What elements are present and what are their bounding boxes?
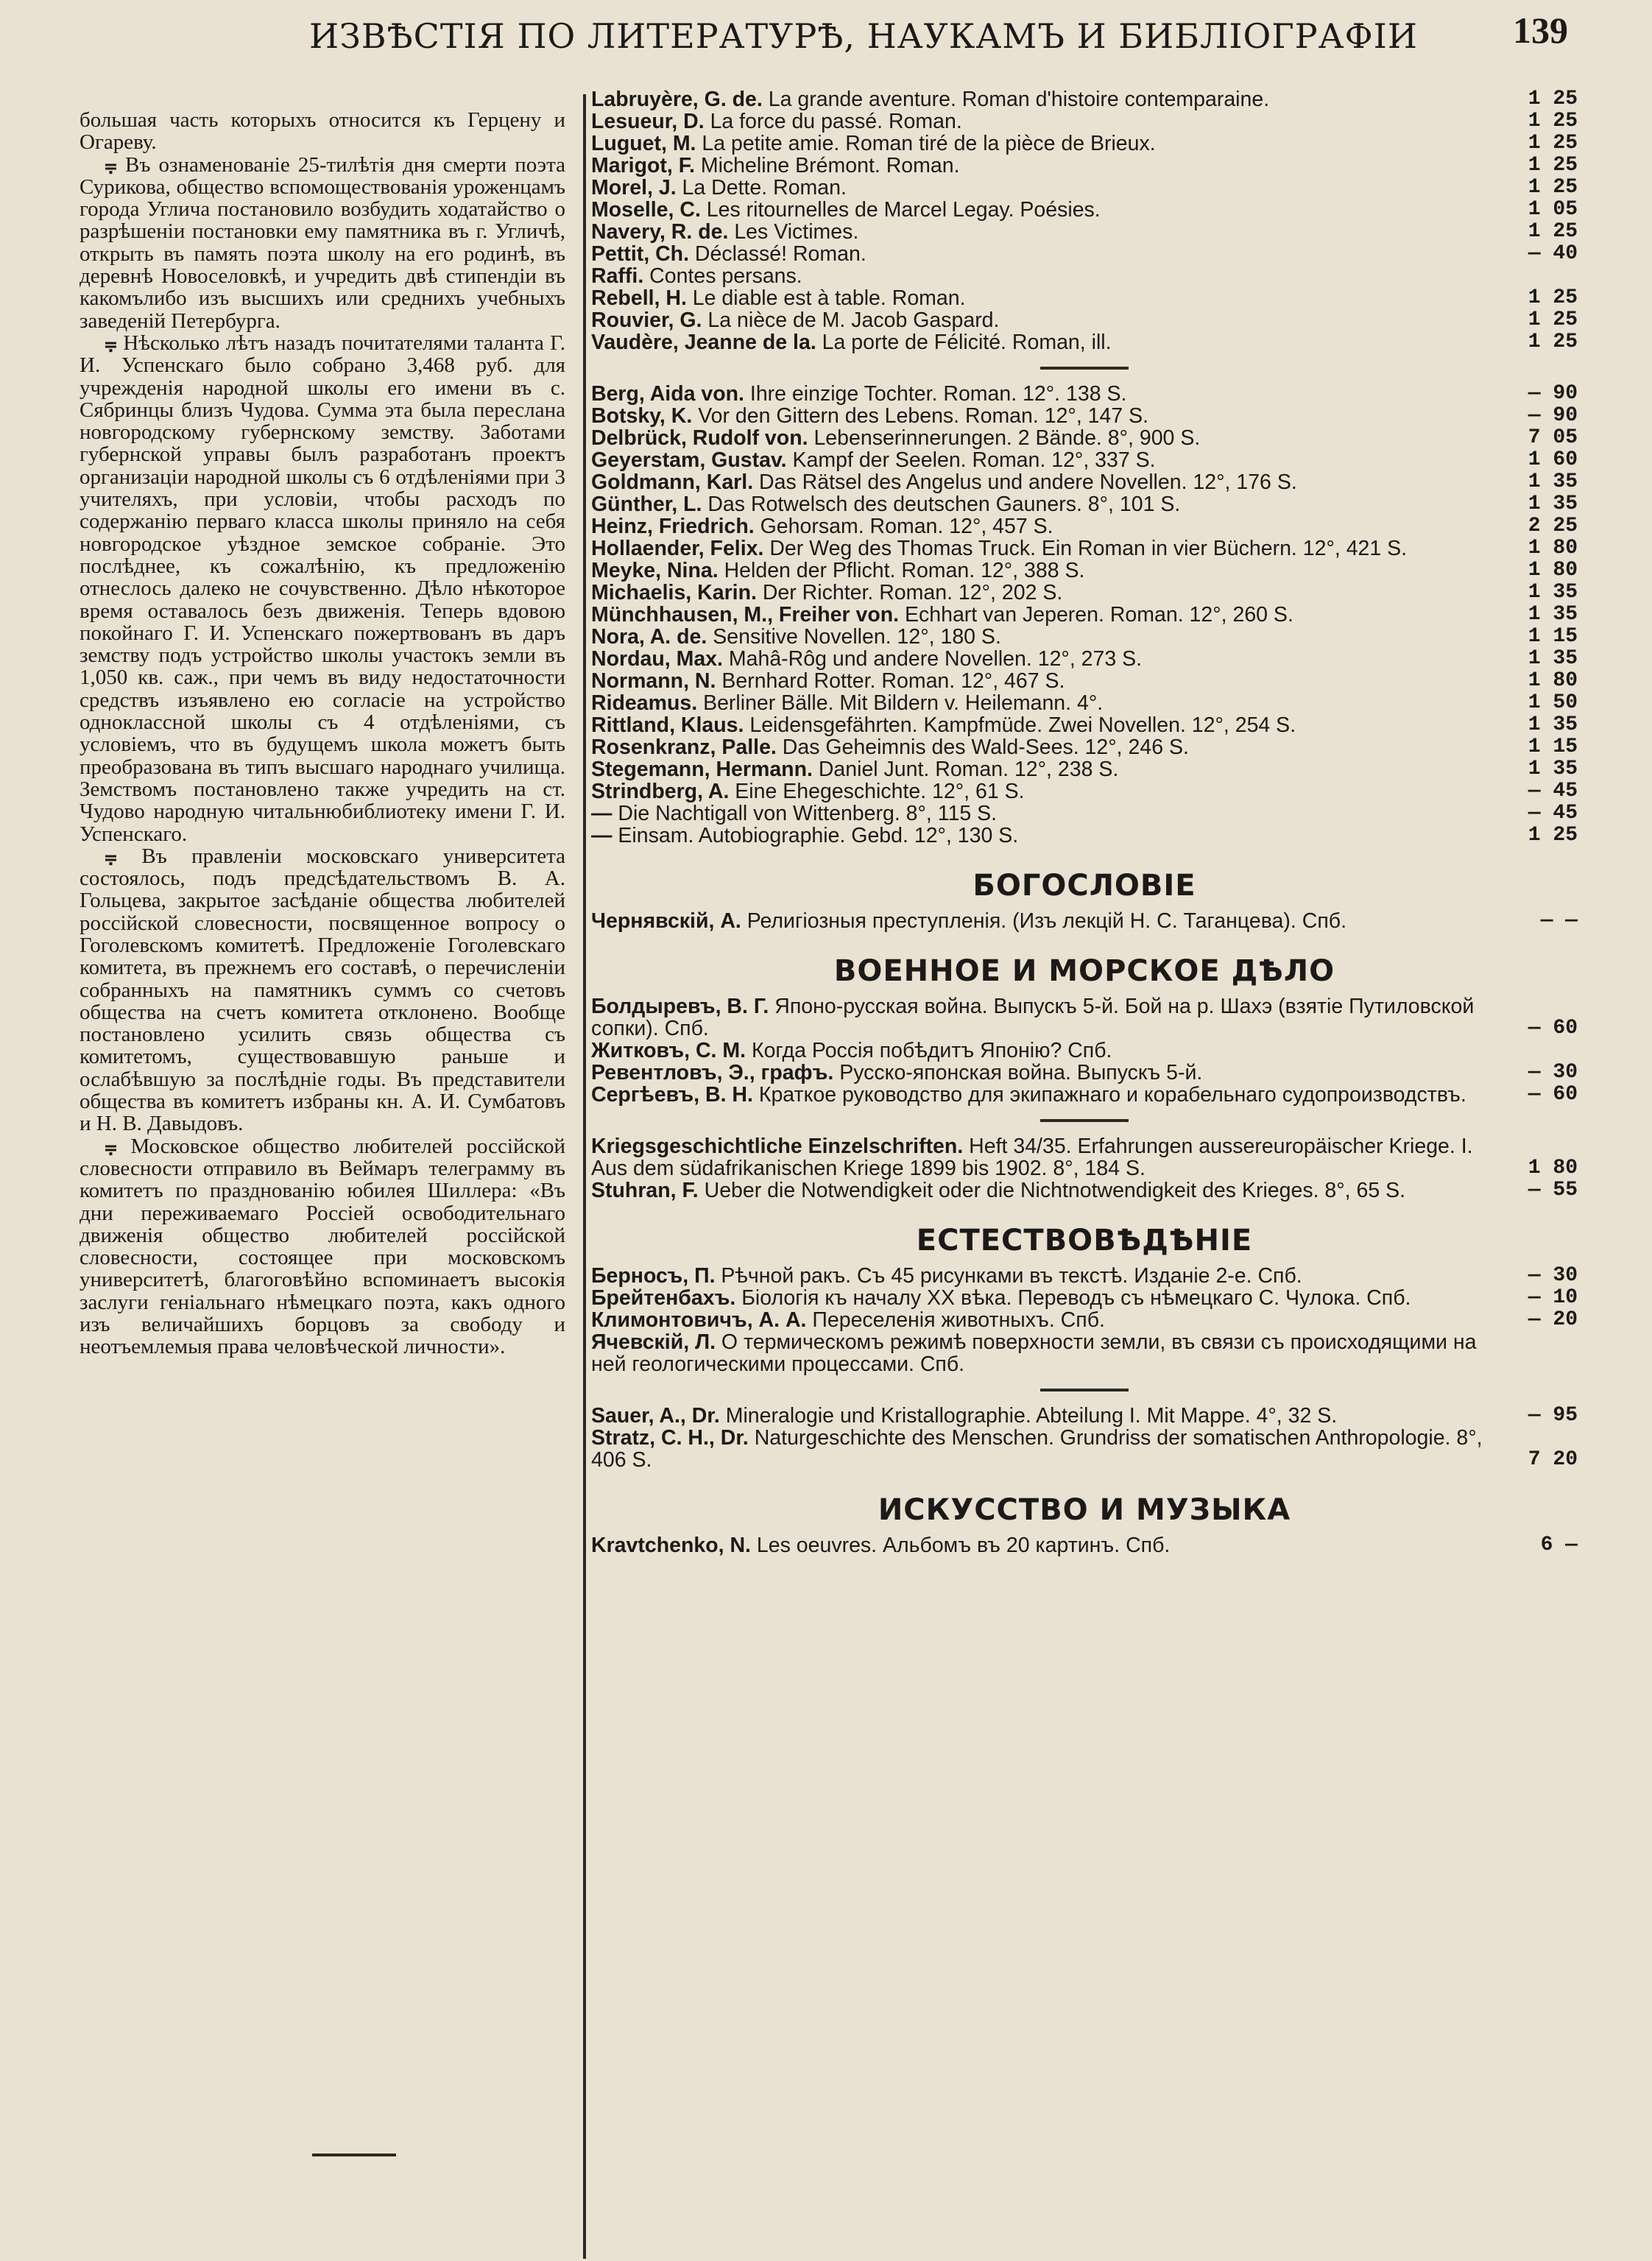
bibliography-entry	[591, 1062, 1578, 1084]
entry-title: Heft 34/35. Erfahrungen aussereuropäischer Kriege. I. Aus dem südafrikanischen Kriege 1899 bis 1902. 8°, 184 S.	[591, 1135, 1473, 1180]
entry-price: 6 —	[1540, 1534, 1578, 1556]
bibliography-entry	[591, 1135, 1578, 1179]
entry-title: Краткое руководство для экипажнаго и корабельнаго судопроизводствъ.	[758, 1083, 1466, 1107]
entry-text	[591, 560, 1489, 582]
entry-title: Mineralogie und Kristallographie. Abteilung I. Mit Mappe. 4°, 32 S.	[725, 1404, 1338, 1428]
entry-text	[591, 449, 1489, 471]
section-heading-natural-science: ЕСТЕСТВОВѢДѢНІЕ	[916, 1224, 1253, 1258]
entry-price: — 10	[1528, 1286, 1578, 1309]
bibliography-entry	[591, 133, 1578, 155]
entry-title: Echhart van Jeperen. Roman. 12°, 260 S.	[904, 603, 1293, 627]
entry-price: 1 15	[1528, 736, 1578, 758]
paragraph-text: Московское общество любителей россійской словесности отправило въ Веймаръ телеграмму въ комитетъ по празднованію юбилея Шиллера: «Въ дни переживаемаго Россіей освободительнаго движенія общество любителей россійской словесности, состоящее при московскомъ университетѣ, благоговѣйно вспоминаетъ высокія заслуги геніальнаго нѣмецкаго поэта, какъ одного изъ величайшихъ борцовъ за свободу и неотъемлемыя права человѣческой личности».	[80, 1134, 566, 1359]
entry-price: — 30	[1528, 1264, 1578, 1287]
entry-author: Rebell, H.	[591, 286, 687, 310]
bibliography-entry	[591, 1040, 1578, 1062]
entry-text	[591, 1084, 1489, 1106]
art-list	[591, 1534, 1578, 1556]
bibliography-entry	[591, 1405, 1578, 1427]
entry-text	[591, 670, 1489, 692]
entry-title: Sensitive Novellen. 12°, 180 S.	[713, 625, 1001, 649]
entry-price: 1 25	[1528, 88, 1578, 110]
bibliography-entry	[591, 910, 1578, 932]
entry-author: Meyke, Nina.	[591, 559, 719, 582]
entry-title: Déclassé! Roman.	[694, 242, 866, 266]
bibliography-entry	[591, 1179, 1578, 1202]
entry-author: Берносъ, П.	[591, 1264, 716, 1288]
entry-text	[591, 243, 1489, 265]
entry-author: Normann, N.	[591, 669, 716, 693]
entry-author: Goldmann, Karl.	[591, 470, 754, 494]
entry-author: Michaelis, Karin.	[591, 581, 757, 604]
entry-text	[591, 1062, 1489, 1084]
bibliography-entry	[591, 177, 1578, 199]
entry-price: 1 25	[1528, 110, 1578, 133]
entry-price: 1 35	[1528, 713, 1578, 736]
entry-title: Ihre einzige Tochter. Roman. 12°. 138 S.	[749, 382, 1127, 406]
entry-text	[591, 309, 1489, 331]
entry-title: Berliner Bälle. Mit Bildern v. Heilemann. 4°.	[703, 691, 1104, 715]
separator-rule	[1040, 1119, 1129, 1122]
bibliography-entry	[591, 309, 1578, 331]
entry-text	[591, 736, 1489, 758]
bibliography-entry	[591, 582, 1578, 604]
entry-title: Русско-японская война. Выпускъ 5-й.	[839, 1061, 1203, 1084]
bibliography-entry	[591, 1534, 1578, 1556]
entry-text	[591, 825, 1489, 847]
bibliography-entry	[591, 449, 1578, 471]
bibliography-entry	[591, 1331, 1578, 1375]
entry-author: Nora, A. de.	[591, 625, 707, 649]
entry-text	[591, 331, 1489, 353]
entry-price: — 20	[1528, 1308, 1578, 1331]
entry-text	[591, 515, 1489, 537]
entry-text	[591, 780, 1489, 803]
entry-price: 1 05	[1528, 198, 1578, 221]
entry-text	[591, 1534, 1489, 1556]
military-foreign-list	[591, 1135, 1578, 1202]
natural-science-foreign-list	[591, 1405, 1578, 1471]
bibliography-entry	[591, 88, 1578, 110]
entry-title: Ueber die Notwendigkeit oder die Nichtnotwendigkeit des Krieges. 8°, 65 S.	[704, 1179, 1406, 1202]
entry-price: 1 25	[1528, 220, 1578, 243]
entry-text	[591, 110, 1489, 133]
entry-price: 1 35	[1528, 581, 1578, 604]
entry-price: 1 35	[1528, 493, 1578, 515]
entry-author: —	[591, 802, 613, 825]
bibliography-entry	[591, 243, 1578, 265]
entry-author: Брейтенбахъ.	[591, 1286, 736, 1310]
entry-author: Sauer, A., Dr.	[591, 1404, 720, 1428]
entry-title: Micheline Brémont. Roman.	[700, 154, 960, 177]
bibliography-entry	[591, 471, 1578, 493]
entry-price: 1 25	[1528, 308, 1578, 331]
paragraph-mark-icon: ⩦	[105, 152, 117, 177]
bibliography-entry	[591, 427, 1578, 449]
entry-price: — 30	[1528, 1061, 1578, 1084]
entry-text	[591, 692, 1489, 714]
bibliography-entry	[591, 648, 1578, 670]
news-paragraph	[80, 109, 565, 154]
entry-author: Moselle, C.	[591, 198, 701, 222]
entry-author: Morel, J.	[591, 176, 677, 200]
news-paragraph	[80, 845, 565, 1135]
entry-text	[591, 604, 1489, 626]
entry-text	[591, 199, 1489, 221]
entry-author: Geyerstam, Gustav.	[591, 448, 787, 472]
entry-price: 1 25	[1528, 154, 1578, 177]
entry-title: Lebenserinnerungen. 2 Bände. 8°, 900 S.	[813, 426, 1201, 450]
natural-science-list	[591, 1265, 1578, 1375]
entry-title: La force du passé. Roman.	[710, 110, 962, 133]
entry-text	[591, 803, 1489, 825]
entry-title: Vor den Gittern des Lebens. Roman. 12°, 147 S.	[698, 404, 1149, 428]
entry-author: Lesueur, D.	[591, 110, 705, 133]
bibliography-entry	[591, 221, 1578, 243]
entry-title: La nièce de M. Jacob Gaspard.	[707, 308, 1000, 332]
entry-title: Религіозныя преступленія. (Изъ лекцій Н. С. Таганцева). Спб.	[746, 909, 1346, 933]
entry-author: Ревентловъ, Э., графъ.	[591, 1061, 834, 1084]
entry-text	[591, 1179, 1489, 1202]
entry-author: Ячевскій, Л.	[591, 1330, 716, 1354]
entry-title: Das Rotwelsch des deutschen Gauners. 8°, 101 S.	[707, 493, 1181, 516]
entry-price: — —	[1540, 909, 1578, 932]
right-column-bibliography	[591, 88, 1578, 1556]
entry-title: Переселенія животныхъ. Спб.	[812, 1308, 1105, 1332]
bibliography-entry	[591, 1287, 1578, 1309]
entry-text	[591, 1040, 1489, 1062]
page-header	[0, 0, 1652, 70]
entry-text	[591, 1135, 1489, 1179]
entry-author: Botsky, K.	[591, 404, 693, 428]
entry-title: La porte de Félicité. Roman, ill.	[822, 331, 1112, 354]
column-divider	[583, 94, 586, 2259]
entry-price: — 90	[1528, 404, 1578, 427]
entry-author: Rosenkranz, Palle.	[591, 736, 777, 759]
entry-author: Luguet, M.	[591, 132, 696, 155]
entry-price: 1 50	[1528, 691, 1578, 714]
entry-text	[591, 1265, 1489, 1287]
news-paragraph	[80, 154, 565, 332]
paragraph-text: Въ правленіи московскаго университета состоялось, подъ предсѣдательствомъ В. А. Гольцева, закрытое засѣданіе общества любителей россійской словесности, посвященное вопросу о Гоголевскомъ комитетѣ. Предложеніе Гоголевскаго комитета, въ прежнемъ его составѣ, о перечисленіи собранныхъ на памятникъ суммъ со счетовъ общества на счетъ комитета отклонено. Вообще постановлено усилить связь общества съ комитетомъ, существовавшую раньше и ослабѣвшую за послѣдніе годы. Въ представители общества въ комитетъ избраны кн. А. И. Сумбатовъ и Н. В. Давыдовъ.	[80, 844, 566, 1136]
entry-title: Der Weg des Thomas Truck. Ein Roman in vier Büchern. 12°, 421 S.	[769, 537, 1408, 560]
entry-title: Bernhard Rotter. Roman. 12°, 467 S.	[721, 669, 1065, 693]
entry-author: Heinz, Friedrich.	[591, 515, 755, 538]
entry-price: 1 25	[1528, 176, 1578, 199]
entry-title: О термическомъ режимѣ поверхности земли, въ связи съ происходящими на ней геологическими процессами. Спб.	[591, 1330, 1477, 1376]
paragraph-text: Нѣсколько лѣтъ назадъ почитателями таланта Г. И. Успенскаго было собрано 3,468 руб. для учрежденія народной школы его имени въ с. Сябринцы близъ Чудова. Сумма эта была переслана новгородскому губернскому земству. Заботами губернской управы былъ разработанъ проектъ организаціи народной школы съ 6 отдѣленіями при 3 учителяхъ, при условіи, чтобы расходъ по содержанію перваго класса школы приняло на себя новгородское уѣздное земское собраніе. Это послѣднее, къ сожалѣнію, къ предложенію отнеслось далеко не сочувственно. Дѣло нѣкоторое время оставалось безъ движенія. Теперь вдовою покойнаго Г. И. Успенскаго пожертвованъ въ даръ земству подъ устройство школы участокъ земли въ 1,050 кв. саж., при чемъ въ виду недостаточности средствъ изъявлено ею согласіе на устройство одноклассной школы съ 4 отдѣленіями, съ условіемъ, что въ будущемъ школа можетъ быть преобразована въ типъ высшаго народнаго училища. Земствомъ постановлено также учредить на ст. Чудово народную читальнюбиблиотеку имени Г. И. Успенскаго.	[80, 331, 566, 846]
entry-text	[591, 155, 1489, 177]
entry-title: Eine Ehegeschichte. 12°, 61 S.	[735, 780, 1025, 803]
entry-text	[591, 427, 1489, 449]
entry-text	[591, 221, 1489, 243]
entry-author: Kravtchenko, N.	[591, 1534, 751, 1557]
entry-author: Житковъ, С. М.	[591, 1039, 746, 1062]
entry-title: Gehorsam. Roman. 12°, 457 S.	[760, 515, 1053, 538]
entry-title: Daniel Junt. Roman. 12°, 238 S.	[818, 758, 1119, 781]
german-list	[591, 383, 1578, 847]
entry-author: Marigot, F.	[591, 154, 695, 177]
entry-title: Les oeuvres. Альбомъ въ 20 картинъ. Спб.	[756, 1534, 1171, 1557]
entry-text	[591, 265, 1489, 287]
bibliography-entry	[591, 1265, 1578, 1287]
entry-author: Delbrück, Rudolf von.	[591, 426, 808, 450]
bibliography-entry	[591, 670, 1578, 692]
entry-title: Einsam. Autobiographie. Gebd. 12°, 130 S.	[618, 824, 1019, 847]
entry-author: Pettit, Ch.	[591, 242, 689, 266]
entry-text	[591, 537, 1489, 560]
entry-title: Die Nachtigall von Wittenberg. 8°, 115 S.	[618, 802, 998, 825]
paragraph-mark-icon: ⩦	[105, 1134, 117, 1158]
entry-text	[591, 177, 1489, 199]
entry-price: 1 25	[1528, 132, 1578, 155]
entry-title: Біологія къ началу XX вѣка. Переводъ съ нѣмецкаго С. Чулока. Спб.	[741, 1286, 1411, 1310]
section-heading-art: ИСКУССТВО И МУЗЫКА	[878, 1493, 1291, 1527]
entry-title: Naturgeschichte des Menschen. Grundriss der somatischen Anthropologie. 8°, 406 S.	[591, 1426, 1483, 1472]
bibliography-entry	[591, 1427, 1578, 1471]
entry-text	[591, 471, 1489, 493]
bibliography-entry	[591, 405, 1578, 427]
entry-price: 1 80	[1528, 537, 1578, 560]
entry-price: — 60	[1528, 1017, 1578, 1040]
paragraph-text: большая часть которыхъ относится къ Герцену и Огареву.	[80, 108, 565, 155]
entry-text	[591, 1427, 1489, 1471]
left-column-news	[80, 109, 565, 1358]
paragraph-text: Въ ознаменованіе 25-тилѣтія дня смерти поэта Сурикова, общество вспомоществованія уроженцамъ города Углича постановило возбудить ходатайство о разрѣшеніи постановки ему памятника въ г. Угличѣ, открыть въ память поэта школу на его родинѣ, въ деревнѣ Новоселовкѣ, и учредить двѣ стипендіи въ какомълибо изъ высшихъ или среднихъ учебныхъ заведеній Петербурга.	[80, 152, 566, 333]
entry-price: 7 20	[1528, 1448, 1578, 1471]
entry-text	[591, 995, 1489, 1040]
bibliography-entry	[591, 331, 1578, 353]
entry-text	[591, 133, 1489, 155]
entry-author: Сергѣевъ, В. Н.	[591, 1083, 753, 1107]
entry-title: Leidensgefährten. Kampfmüde. Zwei Novellen. 12°, 254 S.	[749, 713, 1296, 737]
entry-author: Strindberg, A.	[591, 780, 730, 803]
entry-price: — 90	[1528, 382, 1578, 405]
entry-author: Rouvier, G.	[591, 308, 702, 332]
bibliography-entry	[591, 1309, 1578, 1331]
entry-price: — 45	[1528, 780, 1578, 803]
entry-title: Kampf der Seelen. Roman. 12°, 337 S.	[792, 448, 1156, 472]
entry-price: — 55	[1528, 1179, 1578, 1202]
bibliography-entry	[591, 537, 1578, 560]
entry-author: Vaudère, Jeanne de la.	[591, 331, 816, 354]
news-paragraph	[80, 1135, 565, 1358]
entry-author: Rideamus.	[591, 691, 698, 715]
french-list	[591, 88, 1578, 353]
entry-author: Stuhran, F.	[591, 1179, 699, 1202]
separator-rule	[1040, 1389, 1129, 1391]
entry-title: Das Rätsel des Angelus und andere Novellen. 12°, 176 S.	[759, 470, 1297, 494]
entry-title: La petite amie. Roman tiré de la pièce de Brieux.	[702, 132, 1156, 155]
entry-price: 1 80	[1528, 669, 1578, 692]
entry-title: La Dette. Roman.	[682, 176, 847, 200]
entry-price: 2 25	[1528, 515, 1578, 537]
entry-author: Nordau, Max.	[591, 647, 723, 671]
military-list	[591, 995, 1578, 1106]
entry-price: 1 35	[1528, 603, 1578, 626]
entry-price: 1 35	[1528, 758, 1578, 780]
entry-title: La grande aventure. Roman d'histoire contemparaine.	[768, 88, 1270, 111]
entry-price: 1 80	[1528, 559, 1578, 582]
entry-author: Болдыревъ, В. Г.	[591, 995, 769, 1018]
entry-text	[591, 405, 1489, 427]
bibliography-entry	[591, 493, 1578, 515]
theology-list	[591, 910, 1578, 932]
entry-text	[591, 88, 1489, 110]
entry-price: 1 60	[1528, 448, 1578, 471]
paragraph-mark-icon: ⩦	[105, 331, 117, 355]
entry-title: Der Richter. Roman. 12°, 202 S.	[762, 581, 1063, 604]
entry-price: 7 05	[1528, 426, 1578, 449]
bibliography-entry	[591, 995, 1578, 1040]
entry-author: Kriegsgeschichtliche Einzelschriften.	[591, 1135, 964, 1158]
entry-text	[591, 626, 1489, 648]
bibliography-entry	[591, 110, 1578, 133]
entry-text	[591, 1331, 1489, 1375]
entry-author: Stegemann, Hermann.	[591, 758, 813, 781]
entry-title: Японо-русская война. Выпускъ 5-й. Бой на р. Шахэ (взятіе Путиловской сопки). Спб.	[591, 995, 1475, 1040]
entry-author: —	[591, 824, 613, 847]
entry-title: Les Victimes.	[734, 220, 859, 244]
bibliography-entry	[591, 155, 1578, 177]
entry-author: Günther, L.	[591, 493, 702, 516]
bibliography-entry	[591, 692, 1578, 714]
entry-price: 1 35	[1528, 470, 1578, 493]
entry-text	[591, 648, 1489, 670]
entry-price: — 40	[1528, 242, 1578, 265]
entry-price: 1 35	[1528, 647, 1578, 670]
entry-price: 1 15	[1528, 625, 1578, 648]
entry-author: Чернявскій, А.	[591, 909, 741, 933]
entry-author: Stratz, C. H., Dr.	[591, 1426, 749, 1450]
entry-text	[591, 910, 1489, 932]
bibliography-entry	[591, 803, 1578, 825]
entry-author: Münchhausen, M., Freiher von.	[591, 603, 900, 627]
section-heading-military: ВОЕННОЕ И МОРСКОЕ ДѢЛО	[833, 954, 1335, 988]
separator-rule	[1040, 367, 1129, 370]
bibliography-entry	[591, 515, 1578, 537]
entry-text	[591, 758, 1489, 780]
entry-price: — 60	[1528, 1083, 1578, 1106]
bibliography-entry	[591, 714, 1578, 736]
entry-title: Helden der Pflicht. Roman. 12°, 388 S.	[724, 559, 1085, 582]
entry-price: — 45	[1528, 802, 1578, 825]
entry-title: Mahâ-Rôg und andere Novellen. 12°, 273 S.	[728, 647, 1143, 671]
entry-text	[591, 493, 1489, 515]
entry-author: Labruyère, G. de.	[591, 88, 763, 111]
entry-title: Contes persans.	[649, 264, 802, 288]
entry-text	[591, 582, 1489, 604]
paragraph-mark-icon: ⩦	[105, 844, 117, 868]
entry-text	[591, 1405, 1489, 1427]
section-heading-theology: БОГОСЛОВІЕ	[973, 869, 1196, 903]
bibliography-entry	[591, 383, 1578, 405]
entry-price: 1 25	[1528, 286, 1578, 309]
bibliography-entry	[591, 560, 1578, 582]
entry-author: Navery, R. de.	[591, 220, 729, 244]
entry-title: Le diable est à table. Roman.	[692, 286, 966, 310]
entry-price: — 95	[1528, 1404, 1578, 1427]
bibliography-entry	[591, 626, 1578, 648]
entry-text	[591, 714, 1489, 736]
entry-author: Hollaender, Felix.	[591, 537, 764, 560]
entry-title: Das Geheimnis des Wald-Sees. 12°, 246 S.	[782, 736, 1189, 759]
entry-title: Рѣчной ракъ. Съ 45 рисунками въ текстѣ. Изданіе 2-е. Спб.	[721, 1264, 1302, 1288]
entry-price: 1 25	[1528, 824, 1578, 847]
entry-text	[591, 1287, 1489, 1309]
end-of-column-rule	[312, 2154, 396, 2156]
entry-author: Rittland, Klaus.	[591, 713, 744, 737]
bibliography-entry	[591, 287, 1578, 309]
entry-title: Les ritournelles de Marcel Legay. Poésies.	[706, 198, 1101, 222]
entry-author: Berg, Aida von.	[591, 382, 744, 406]
bibliography-entry	[591, 604, 1578, 626]
entry-price: 1 25	[1528, 331, 1578, 353]
bibliography-entry	[591, 780, 1578, 803]
bibliography-entry	[591, 825, 1578, 847]
entry-author: Raffi.	[591, 264, 644, 288]
bibliography-entry	[591, 265, 1578, 287]
bibliography-entry	[591, 199, 1578, 221]
entry-price: 1 80	[1528, 1157, 1578, 1179]
entry-text	[591, 1309, 1489, 1331]
running-head-title: ИЗВѢСТІЯ ПО ЛИТЕРАТУРѢ, НАУКАМЪ И БИБЛІОГРАФІИ	[309, 16, 1418, 56]
entry-author: Климонтовичъ, А. А.	[591, 1308, 807, 1332]
entry-title: Когда Россія побѣдитъ Японію? Спб.	[751, 1039, 1112, 1062]
entry-text	[591, 383, 1489, 405]
news-paragraph	[80, 332, 565, 845]
bibliography-entry	[591, 1084, 1578, 1106]
page-number: 139	[1513, 10, 1568, 51]
bibliography-entry	[591, 758, 1578, 780]
entry-text	[591, 287, 1489, 309]
bibliography-entry	[591, 736, 1578, 758]
